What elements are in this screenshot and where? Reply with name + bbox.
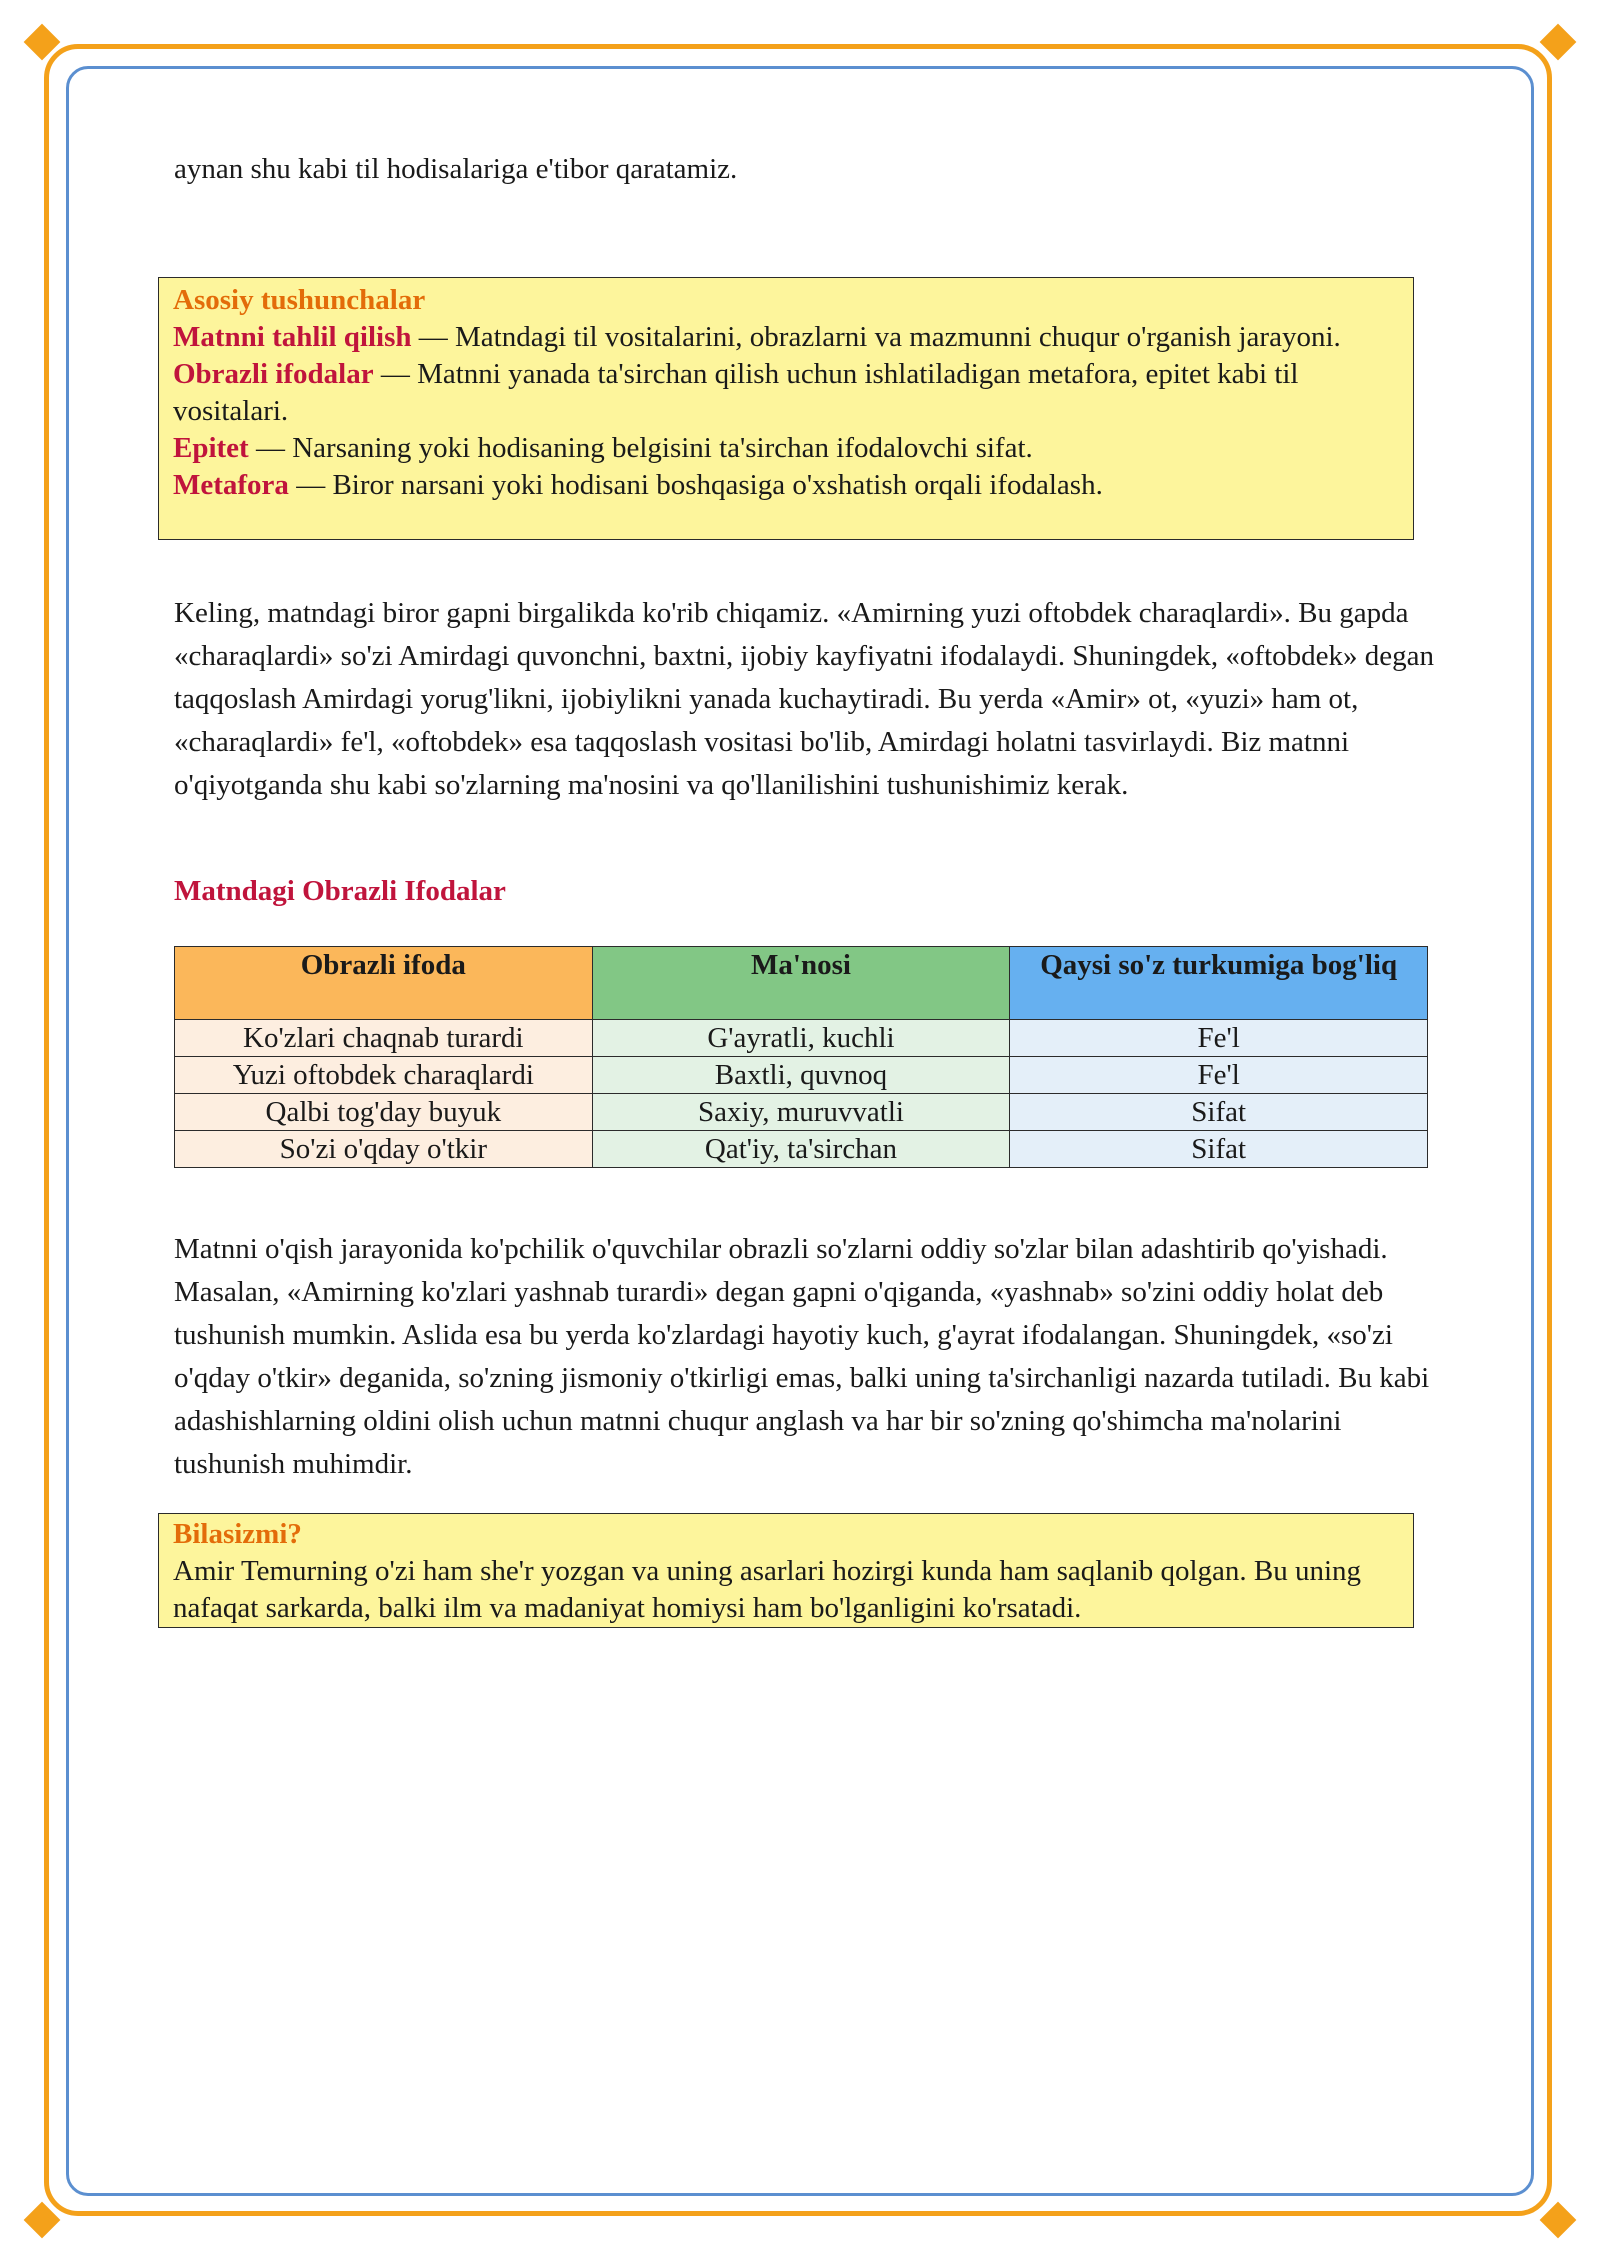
section-title: Matndagi Obrazli Ifodalar bbox=[174, 875, 506, 907]
concept-definition: — Biror narsani yoki hodisani boshqasiga o'xshatish orqali ifodalash. bbox=[288, 469, 1103, 501]
table-cell: Fe'l bbox=[1010, 1020, 1428, 1057]
corner-diamond-bottom-right bbox=[1540, 2202, 1577, 2239]
figurative-expressions-table bbox=[174, 946, 1428, 1168]
concept-definition: — Narsaning yoki hodisaning belgisini ta'sirchan ifodalovchi sifat. bbox=[248, 432, 1033, 464]
table-header-cell: Ma'nosi bbox=[592, 947, 1010, 1020]
table-cell: Sifat bbox=[1010, 1094, 1428, 1131]
concepts-box-title: Asosiy tushunchalar bbox=[173, 284, 426, 316]
did-you-know-box bbox=[158, 1513, 1414, 1628]
table-cell: G'ayratli, kuchli bbox=[592, 1020, 1010, 1057]
concept-term: Matnni tahlil qilish bbox=[173, 321, 412, 353]
did-you-know-text: Amir Temurning o'zi ham she'r yozgan va uning asarlari hozirgi kunda ham saqlanib qolgan. Bu uning nafaqat sarkarda, balki ilm va madaniyat homiysi ham bo'lganligini ko'rsatadi. bbox=[173, 1555, 1362, 1624]
did-you-know-title: Bilasizmi? bbox=[173, 1518, 302, 1550]
concept-term: Epitet bbox=[173, 432, 249, 464]
concept-item bbox=[173, 356, 1399, 430]
table-row bbox=[175, 1020, 1428, 1057]
concept-item bbox=[173, 430, 1399, 467]
concept-definition: — Matnni yanada ta'sirchan qilish uchun ishlatiladigan metafora, epitet kabi til vositalari. bbox=[173, 358, 1299, 427]
concepts-box bbox=[158, 277, 1414, 540]
concept-definition: — Matndagi til vositalarini, obrazlarni va mazmunni chuqur o'rganish jarayoni. bbox=[411, 321, 1341, 353]
table-cell: So'zi o'qday o'tkir bbox=[175, 1131, 593, 1168]
table-row bbox=[175, 1131, 1428, 1168]
concept-term: Metafora bbox=[173, 469, 289, 501]
table-cell: Sifat bbox=[1010, 1131, 1428, 1168]
table-cell: Ko'zlari chaqnab turardi bbox=[175, 1020, 593, 1057]
paragraph-mistakes: Matnni o'qish jarayonida ko'pchilik o'quvchilar obrazli so'zlarni oddiy so'zlar bilan adashtirib qo'yishadi. Masalan, «Amirning ko'zlari yashnab turardi» degan gapni o'qiganda, «yashnab» so'zini oddiy holat deb tushunish mumkin. Aslida esa bu yerda ko'zlardagi hayotiy kuch, g'ayrat ifodalangan. Shuningdek, «so'zi o'qday o'tkir» deganida, so'zning jismoniy o'tkirligi emas, balki uning ta'sirchanligi nazarda tutiladi. Bu kabi adashishlarning oldini olish uchun matnni chuqur anglash va har bir so'zning qo'shimcha ma'nolarini tushunish muhimdir. bbox=[174, 1233, 1430, 1480]
table-row bbox=[175, 1094, 1428, 1131]
intro-line: aynan shu kabi til hodisalariga e'tibor qaratamiz. bbox=[174, 153, 738, 185]
paragraph-mistakes-container bbox=[174, 1228, 1434, 1486]
intro-line-container bbox=[174, 148, 1434, 191]
table-header-row bbox=[175, 947, 1428, 1020]
table-cell: Saxiy, muruvvatli bbox=[592, 1094, 1010, 1131]
table-cell: Qat'iy, ta'sirchan bbox=[592, 1131, 1010, 1168]
concept-term: Obrazli ifodalar bbox=[173, 358, 374, 390]
corner-diamond-top-right bbox=[1540, 24, 1577, 61]
table-cell: Fe'l bbox=[1010, 1057, 1428, 1094]
paragraph-analysis: Keling, matndagi biror gapni birgalikda ko'rib chiqamiz. «Amirning yuzi oftobdek charaqlardi». Bu gapda «charaqlardi» so'zi Amirdagi quvonchni, baxtni, ijobiy kayfiyatni ifodalaydi. Shuningdek, «oftobdek» degan taqqoslash Amirdagi yorug'likni, ijobiylikni yanada kuchaytiradi. Bu yerda «Amir» ot, «yuzi» ham ot, «charaqlardi» fe'l, «oftobdek» esa taqqoslash vositasi bo'lib, Amirdagi holatni tasvirlaydi. Biz matnni o'qiyotganda shu kabi so'zlarning ma'nosini va qo'llanilishini tushunishimiz kerak. bbox=[174, 597, 1435, 801]
concept-item bbox=[173, 467, 1399, 504]
table-header-cell: Qaysi so'z turkumiga bog'liq bbox=[1010, 947, 1428, 1020]
table-row bbox=[175, 1057, 1428, 1094]
table-cell: Baxtli, quvnoq bbox=[592, 1057, 1010, 1094]
table-header-cell: Obrazli ifoda bbox=[175, 947, 593, 1020]
table-cell: Yuzi oftobdek charaqlardi bbox=[175, 1057, 593, 1094]
table-cell: Qalbi tog'day buyuk bbox=[175, 1094, 593, 1131]
concept-item bbox=[173, 319, 1399, 356]
paragraph-analysis-container bbox=[174, 592, 1434, 807]
